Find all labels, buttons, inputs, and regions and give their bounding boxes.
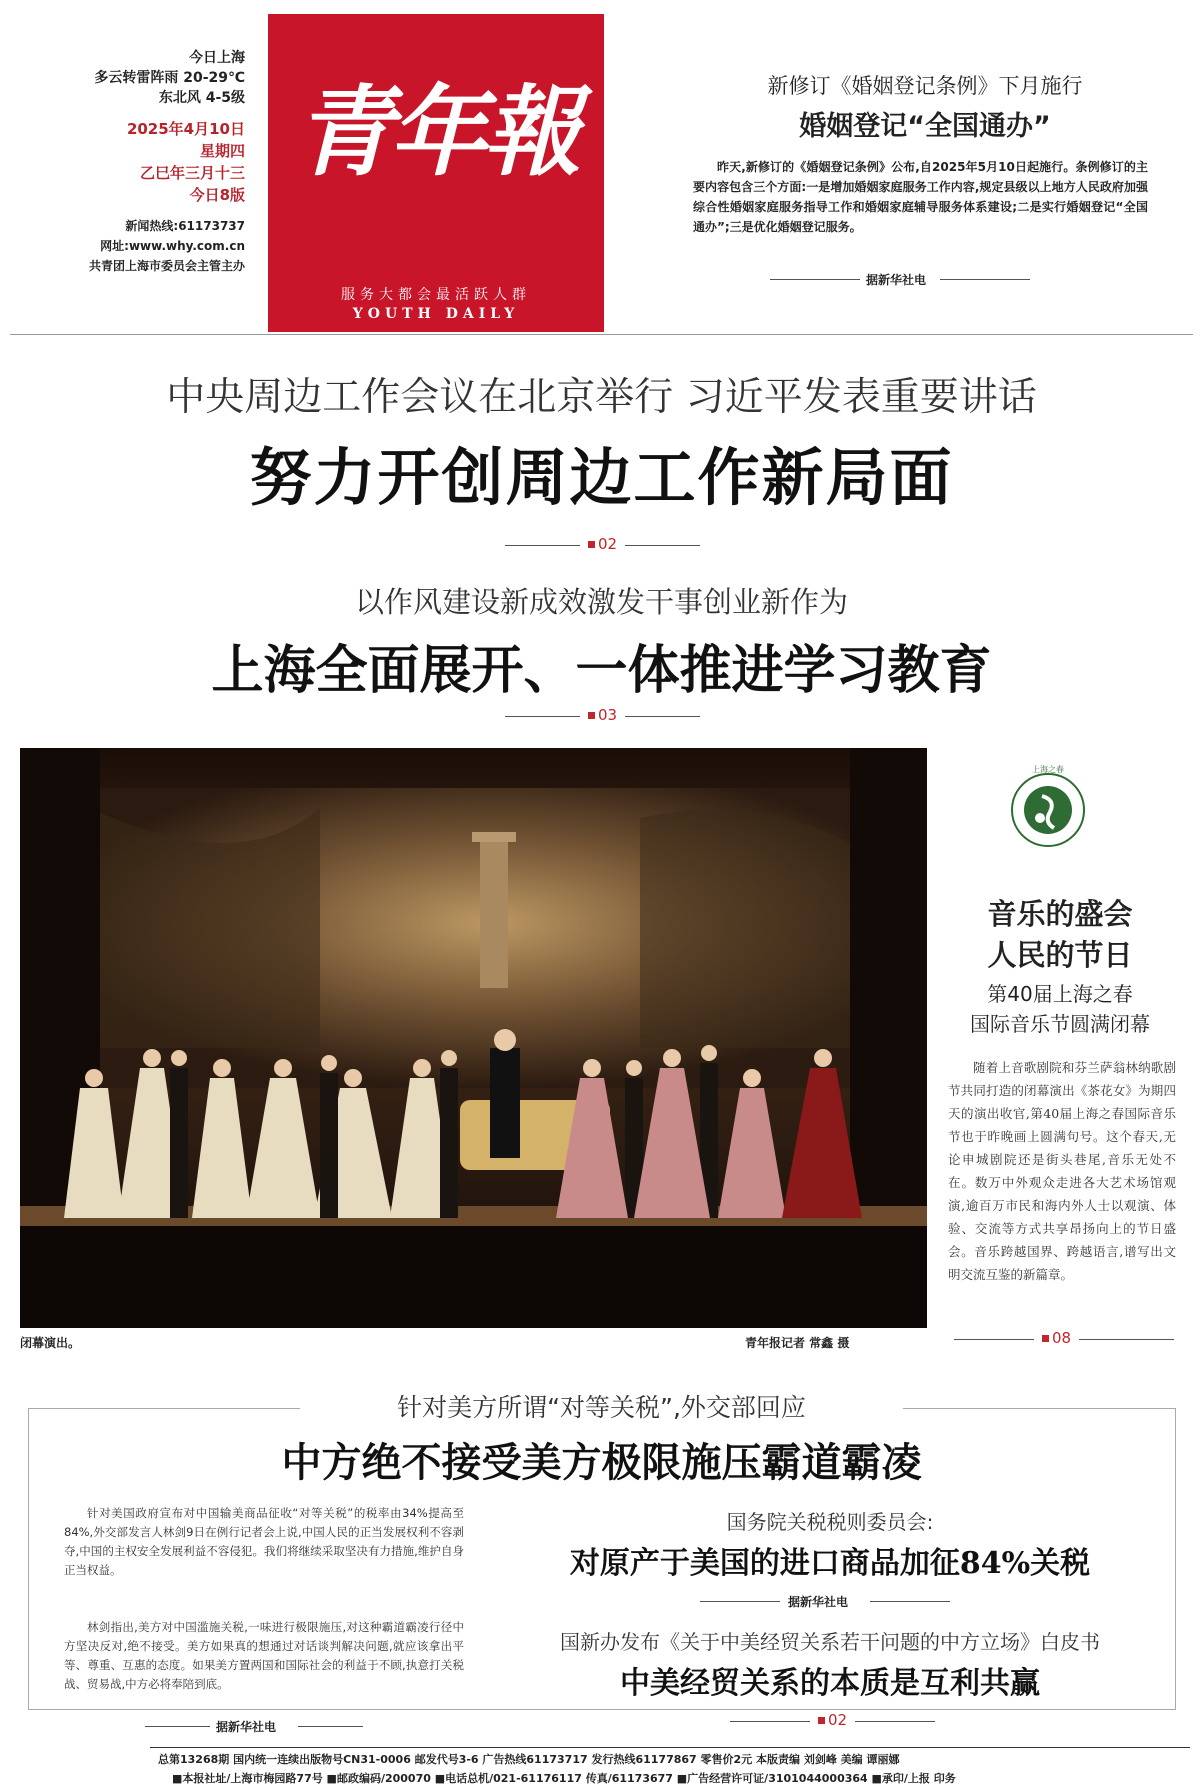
lead1-kicker: 中央周边工作会议在北京举行 习近平发表重要讲话 xyxy=(166,375,1037,420)
issue-date: 2025年4月10日 xyxy=(126,120,245,138)
photo-credit: 青年报记者 常鑫 摄 xyxy=(745,1336,850,1350)
lead2-kicker: 以作风建设新成效激发干事创业新作为 xyxy=(354,585,848,619)
issue-weekday: 星期四 xyxy=(199,142,245,160)
festival-body: 随着上音歌剧院和芬兰萨翁林纳歌剧节共同打造的闭幕演出《茶花女》为期四天的演出收官,第40届上海之春国际音乐节也于昨晚画上圆满句号。这个春天,无论申城剧院还是街头巷尾,音乐无处不在。数万中外观众走进各大艺术场馆观演,逾百万市民和海内外人士以观演、体验、交流等方式共享昂扬向上的节日盛会。音乐跨越国界、跨越语言,谱写出文明交流互鉴的新篇章。 xyxy=(948,1060,1176,1282)
marriage-credit: 据新华社电 xyxy=(866,273,927,287)
photo-caption: 闭幕演出。 xyxy=(20,1336,81,1350)
tariff-sub2-headline: 中美经贸关系的本质是互利共赢 xyxy=(620,1666,1040,1701)
weather-city: 今日上海 xyxy=(189,50,245,66)
lead1-headline: 努力开创周边工作新局面 xyxy=(249,441,954,514)
tariff-body-2: 林剑指出,美方对中国滥施关税,一味进行极限施压,对这种霸道霸凌行径中方坚决反对,绝不接受。美方如果真的想通过对话谈判解决问题,就应该拿出平等、尊重、互惠的态度。如果美方置两国和国际社会的利益于不顾,执意打关税战、贸易战,中方必将奉陪到底。 xyxy=(64,1620,464,1691)
logo-english: YOUTH DAILY xyxy=(352,306,520,322)
issue-pages: 今日8版 xyxy=(189,186,245,204)
sponsor: 共青团上海市委员会主管主办 xyxy=(88,259,245,273)
logo-wordmark: 青年報 xyxy=(294,75,577,190)
tariff-sub1-headline: 对原产于美国的进口商品加征84%关税 xyxy=(569,1546,1091,1581)
festival-title-1: 音乐的盛会 xyxy=(987,897,1133,931)
lead2-headline: 上海全面展开、一体推进学习教育 xyxy=(211,640,992,701)
tariff-sub2-kicker: 国新办发布《关于中美经贸关系若干问题的中方立场》白皮书 xyxy=(560,1630,1100,1654)
footer-line-1: 总第13268期 国内统一连续出版物号CN31-0006 邮发代号3-6 广告热线61173717 发行热线61177867 零售价2元 本版责编 刘剑峰 美编 谭丽娜 xyxy=(158,1753,900,1766)
masthead-logo xyxy=(268,14,604,332)
marriage-kicker: 新修订《婚姻登记条例》下月施行 xyxy=(767,74,1083,98)
tariff-headline: 中方绝不接受美方极限施压霸道霸凌 xyxy=(281,1439,922,1486)
festival-title-2: 人民的节日 xyxy=(987,938,1133,972)
logo-slogan: 服务大都会最活跃人群 xyxy=(341,287,531,303)
weather-wind: 东北风 4-5级 xyxy=(158,90,245,106)
festival-sub-1: 第40届上海之春 xyxy=(987,982,1133,1006)
tariff-sub1-credit: 据新华社电 xyxy=(788,1595,849,1609)
opera-stage-photo xyxy=(20,748,927,1328)
weather-condition: 多云转雷阵雨 20-29℃ xyxy=(94,70,245,86)
lead2-page-ref[interactable]: 03 xyxy=(580,706,625,724)
masthead-info xyxy=(20,48,245,276)
issue-lunar: 乙巳年三月十三 xyxy=(139,164,245,182)
footer-line-2: ■本报社址/上海市梅园路77号 ■邮政编码/200070 ■电话总机/021-61176117 传真/61173677 ■广告经营许可证/3101044000364 ■承印/上报 印务 xyxy=(172,1772,956,1785)
news-hotline: 新闻热线:61173737 xyxy=(125,219,245,233)
marriage-body: 昨天,新修订的《婚姻登记条例》公布,自2025年5月10日起施行。条例修订的主要内容包含三个方面:一是增加婚姻家庭服务工作内容,规定县级以上地方人民政府加强综合性婚姻家庭服务指导工作和婚姻家庭辅导服务体系建设;二是实行婚姻登记“全国通办”;三是优化婚姻登记服务。 xyxy=(693,160,1148,234)
festival-logo xyxy=(1000,760,1096,856)
lead1-page-ref[interactable]: 02 xyxy=(580,535,625,553)
marriage-headline: 婚姻登记“全国通办” xyxy=(799,111,1051,142)
festival-page-ref[interactable]: 08 xyxy=(1034,1329,1079,1347)
tariff-body-1: 针对美国政府宣布对中国输美商品征收“对等关税”的税率由34%提高至84%,外交部发言人林剑9日在例行记者会上说,中国人民的正当发展权利不容剥夺,中国的主权安全发展利益不容侵犯。我们将继续采取坚决有力措施,维护自身正当权益。 xyxy=(64,1506,464,1577)
tariff-sub1-kicker: 国务院关税税则委员会: xyxy=(726,1510,934,1534)
festival-sub-2: 国际音乐节圆满闭幕 xyxy=(970,1012,1150,1036)
tariff-kicker: 针对美方所谓“对等关税”,外交部回应 xyxy=(300,1388,903,1424)
svg-text:上海之春: 上海之春 xyxy=(1032,765,1064,774)
tariff-credit: 据新华社电 xyxy=(216,1720,277,1734)
tariff-page-ref[interactable]: 02 xyxy=(810,1711,855,1729)
website: 网址:www.why.com.cn xyxy=(100,239,245,253)
